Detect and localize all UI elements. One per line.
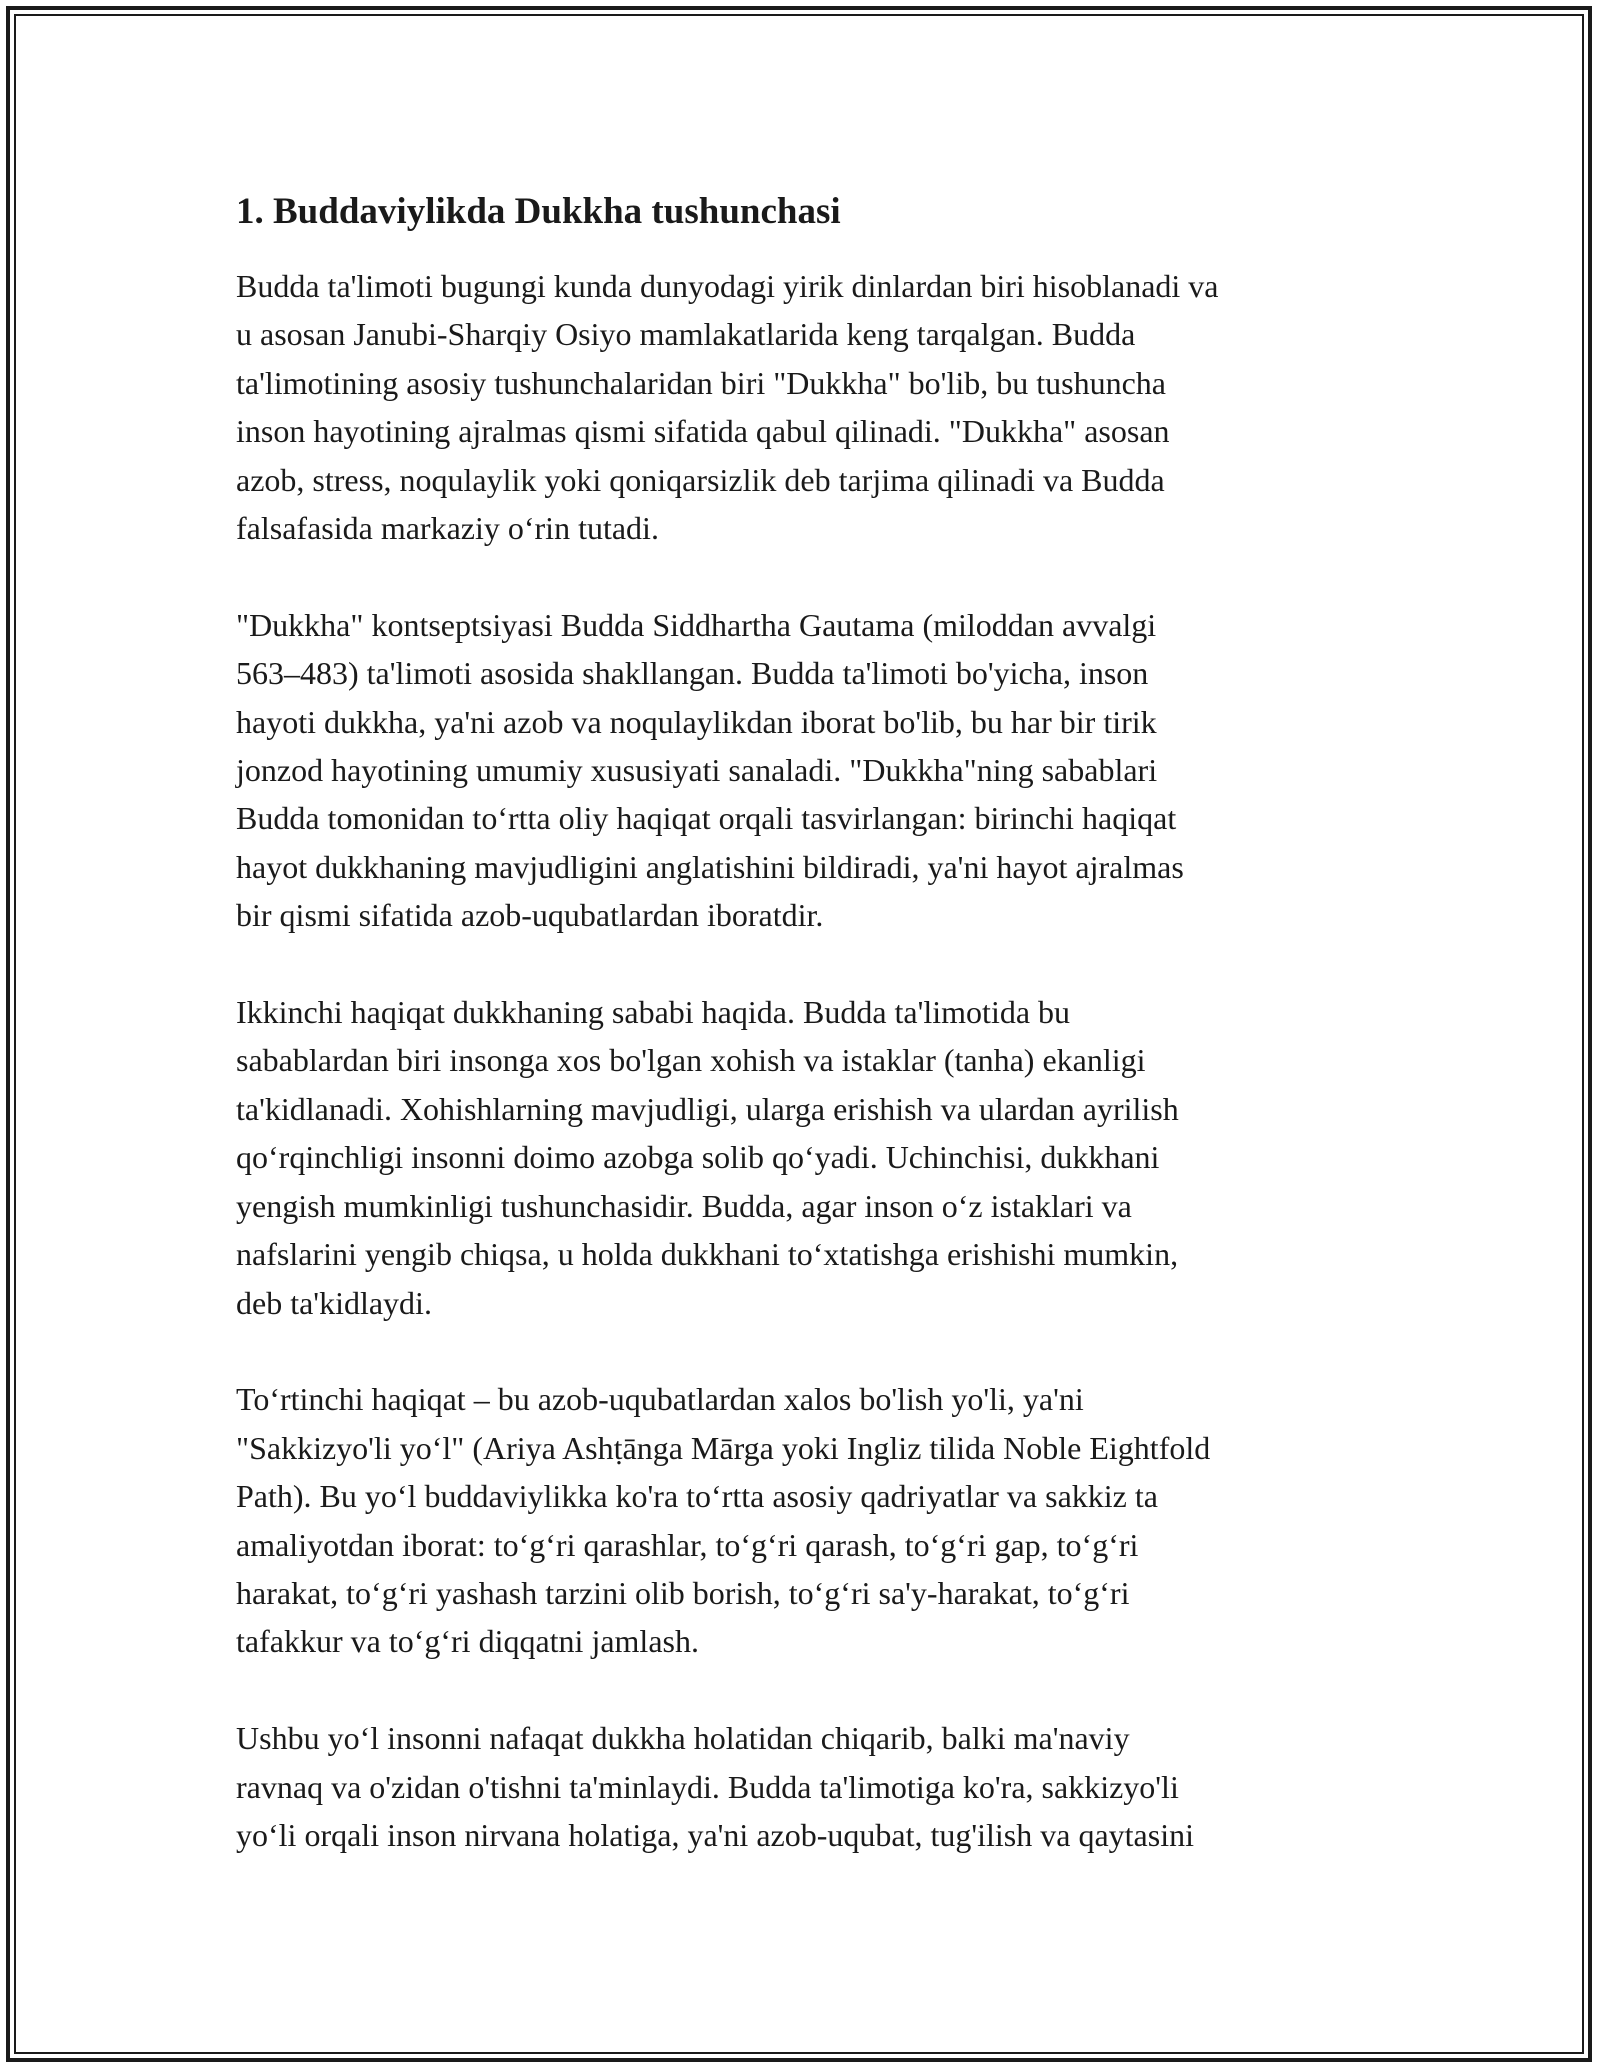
text-line: hayoti dukkha, ya'ni azob va noqulaylikdan iborat bo'lib, bu har bir tirik	[236, 703, 1157, 740]
text-line: ravnaq va o'zidan o'tishni ta'minlaydi. Budda ta'limotiga ko'ra, sakkizyo'li	[236, 1768, 1179, 1805]
paragraph-4	[236, 1375, 1366, 1665]
text-line: bir qismi sifatida azob-uqubatlardan iboratdir.	[236, 897, 824, 934]
text-line: hayot dukkhaning mavjudligini anglatishini bildiradi, ya'ni hayot ajralmas	[236, 848, 1184, 885]
text-line: nafslarini yengib chiqsa, u holda dukkhani to‘xtatishga erishishi mumkin,	[236, 1236, 1179, 1273]
paragraph-2	[236, 601, 1366, 940]
paragraph-3	[236, 988, 1366, 1327]
text-line: ta'kidlanadi. Xohishlarning mavjudligi, ularga erishish va ulardan ayrilish	[236, 1090, 1179, 1127]
text-line: Ikkinchi haqiqat dukkhaning sababi haqida. Budda ta'limotida bu	[236, 994, 1071, 1031]
paragraph-1	[236, 262, 1366, 552]
text-line: azob, stress, noqulaylik yoki qoniqarsizlik deb tarjima qilinadi va Budda	[236, 461, 1165, 498]
document-body	[236, 188, 1366, 1908]
text-line: "Sakkizyo'li yo‘l" (Ariya Ashṭānga Mārga yoki Ingliz tilida Noble Eightfold	[236, 1429, 1211, 1466]
text-line: tafakkur va to‘g‘ri diqqatni jamlash.	[236, 1623, 699, 1660]
section-heading: 1. Buddaviylikda Dukkha tushunchasi	[236, 191, 841, 232]
text-line: sabablardan biri insonga xos bo'lgan xohish va istaklar (tanha) ekanligi	[236, 1042, 1146, 1079]
text-line: Ushbu yo‘l insonni nafaqat dukkha holatidan chiqarib, balki ma'naviy	[236, 1720, 1130, 1757]
text-line: Budda tomonidan to‘rtta oliy haqiqat orqali tasvirlangan: birinchi haqiqat	[236, 800, 1177, 837]
text-line: ta'limotining asosiy tushunchalaridan biri "Dukkha" bo'lib, bu tushuncha	[236, 364, 1166, 401]
text-line: "Dukkha" kontseptsiyasi Budda Siddhartha Gautama (miloddan avvalgi	[236, 606, 1157, 643]
paragraph-5	[236, 1714, 1366, 1859]
text-line: Path). Bu yo‘l buddaviylikka ko'ra to‘rtta asosiy qadriyatlar va sakkiz ta	[236, 1478, 1158, 1515]
text-line: yengish mumkinligi tushunchasidir. Budda, agar inson o‘z istaklari va	[236, 1187, 1132, 1224]
text-line: yo‘li orqali inson nirvana holatiga, ya'ni azob-uqubat, tug'ilish va qaytasini	[236, 1816, 1194, 1853]
text-line: 563–483) ta'limoti asosida shakllangan. Budda ta'limoti bo'yicha, inson	[236, 655, 1149, 692]
text-line: To‘rtinchi haqiqat – bu azob-uqubatlardan xalos bo'lish yo'li, ya'ni	[236, 1381, 1084, 1418]
text-line: amaliyotdan iborat: to‘g‘ri qarashlar, to‘g‘ri qarash, to‘g‘ri gap, to‘g‘ri	[236, 1526, 1139, 1563]
text-line: u asosan Janubi-Sharqiy Osiyo mamlakatlarida keng tarqalgan. Budda	[236, 316, 1136, 353]
text-line: inson hayotining ajralmas qismi sifatida qabul qilinadi. "Dukkha" asosan	[236, 413, 1170, 450]
text-line: qo‘rqinchligi insonni doimo azobga solib qo‘yadi. Uchinchisi, dukkhani	[236, 1139, 1160, 1176]
text-line: deb ta'kidlaydi.	[236, 1284, 432, 1321]
text-line: jonzod hayotining umumiy xususiyati sanaladi. "Dukkha"ning sabablari	[236, 752, 1158, 789]
text-line: Budda ta'limoti bugungi kunda dunyodagi yirik dinlardan biri hisoblanadi va	[236, 268, 1219, 304]
text-line: falsafasida markaziy o‘rin tutadi.	[236, 510, 659, 547]
text-line: harakat, to‘g‘ri yashash tarzini olib borish, to‘g‘ri sa'y-harakat, to‘g‘ri	[236, 1574, 1130, 1611]
